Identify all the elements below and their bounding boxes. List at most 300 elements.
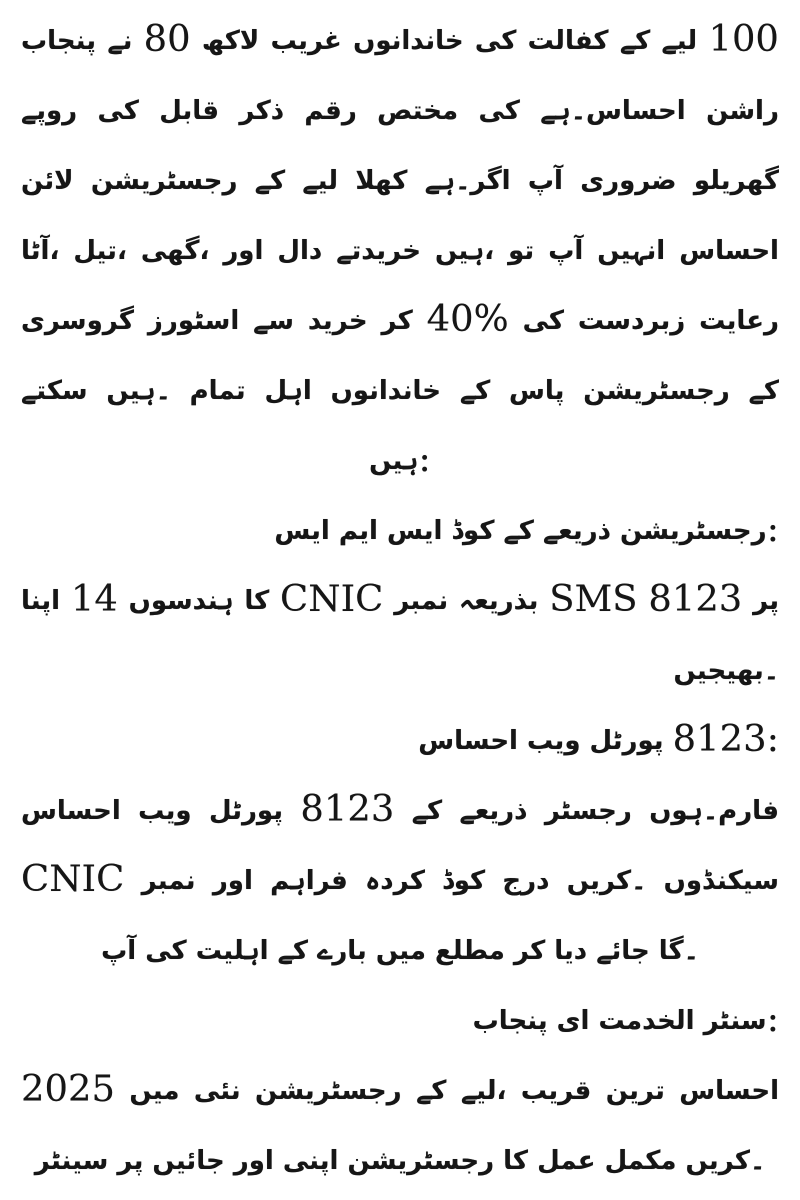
urdu-text-piece: نے xyxy=(107,26,133,56)
word xyxy=(508,236,534,266)
urdu-text-piece: کے xyxy=(503,516,534,546)
latin-text-piece: : xyxy=(766,997,779,1040)
word xyxy=(376,936,426,966)
latin-text-piece: SMS xyxy=(549,577,638,620)
word xyxy=(213,866,253,896)
word xyxy=(659,936,699,966)
urdu-text-piece: کے xyxy=(416,1076,447,1106)
urdu-text-piece: فارم xyxy=(718,796,779,826)
urdu-text-piece: ، xyxy=(116,236,127,266)
urdu-text-piece: احساس xyxy=(418,726,518,756)
urdu-text-piece: پورٹل xyxy=(589,726,664,756)
text-line xyxy=(21,286,779,356)
urdu-text-piece: انہیں xyxy=(597,236,666,266)
word xyxy=(377,96,458,126)
urdu-text-piece: رجسٹر xyxy=(544,796,632,826)
urdu-text-piece: ویب xyxy=(527,726,581,756)
urdu-text-piece: دیا xyxy=(554,936,588,966)
urdu-text-piece: کریں xyxy=(685,1146,750,1176)
latin-text-piece: : xyxy=(418,437,431,480)
word xyxy=(308,306,368,336)
word xyxy=(264,376,311,406)
urdu-text-piece: رجسٹریشن xyxy=(583,376,730,406)
word xyxy=(598,1006,694,1036)
text-line xyxy=(21,566,779,636)
urdu-text-piece: مطلع xyxy=(435,936,505,966)
word xyxy=(129,586,234,616)
word xyxy=(234,1146,274,1176)
urdu-text-piece: احساس xyxy=(679,1076,779,1106)
word xyxy=(21,1067,115,1110)
word xyxy=(348,1146,495,1176)
word xyxy=(70,577,118,620)
urdu-text-piece: ۔ xyxy=(455,166,471,196)
word xyxy=(442,866,485,896)
urdu-text-piece: سینٹر xyxy=(34,1146,109,1176)
word xyxy=(583,376,730,406)
text-line xyxy=(21,706,779,776)
urdu-text-piece: ہیں xyxy=(434,236,485,266)
word xyxy=(117,1146,143,1176)
word xyxy=(509,376,564,406)
urdu-text-piece: آٹا xyxy=(21,236,50,266)
word xyxy=(107,26,132,56)
urdu-text-piece: سکتے xyxy=(21,376,88,406)
word xyxy=(129,1076,179,1106)
word xyxy=(706,96,779,126)
word xyxy=(418,726,518,756)
word xyxy=(159,96,219,126)
word xyxy=(300,787,395,830)
urdu-text-piece: ہے xyxy=(424,166,456,196)
text-line xyxy=(21,356,779,426)
urdu-text-piece: کے xyxy=(411,796,443,826)
urdu-text-piece: کے xyxy=(748,376,779,406)
word xyxy=(620,26,650,56)
word xyxy=(355,166,407,196)
latin-text-piece: 40 xyxy=(426,297,474,340)
latin-text-piece: : xyxy=(766,507,779,550)
word xyxy=(416,1076,446,1106)
urdu-text-piece: ایس xyxy=(274,516,330,546)
word xyxy=(543,516,611,546)
urdu-text-piece: پنجاب xyxy=(21,26,97,56)
word xyxy=(473,1006,548,1036)
text-line xyxy=(21,496,779,566)
urdu-text-piece: رجسٹریشن xyxy=(90,166,238,196)
latin-text-piece: 8123 xyxy=(648,577,743,620)
urdu-text-piece: ترین xyxy=(605,1076,665,1106)
word xyxy=(549,577,638,620)
word xyxy=(101,936,136,966)
urdu-text-piece: رجسٹریشن xyxy=(347,1146,495,1176)
urdu-text-piece: ایم xyxy=(338,516,378,546)
urdu-text-piece: الخدمت xyxy=(598,1006,695,1036)
word xyxy=(649,796,779,826)
urdu-text-piece: عمل xyxy=(537,1146,596,1176)
text-line xyxy=(21,846,779,916)
urdu-text-piece: راشن xyxy=(706,96,779,126)
urdu-text-piece: احساس xyxy=(585,96,686,126)
word xyxy=(523,306,564,336)
word xyxy=(686,1146,766,1176)
word xyxy=(664,866,779,896)
urdu-text-piece: خاندانوں xyxy=(330,376,442,406)
urdu-text-piece: ۔ xyxy=(570,96,586,126)
urdu-text-piece: ہیں xyxy=(369,446,419,476)
urdu-text-piece: ذریعے xyxy=(459,796,528,826)
urdu-text-piece: قریب xyxy=(520,1076,592,1106)
urdu-text-piece: پاس xyxy=(509,376,565,406)
word xyxy=(605,1146,677,1176)
urdu-text-piece: فراہم xyxy=(270,866,348,896)
word xyxy=(426,297,509,340)
urdu-text-piece: رجسٹریشن xyxy=(619,516,767,546)
urdu-text-piece: دال xyxy=(277,236,323,266)
word xyxy=(21,166,74,196)
urdu-text-piece: گروسری xyxy=(21,306,135,336)
word xyxy=(528,166,563,196)
latin-text-piece: 14 xyxy=(70,577,118,620)
word xyxy=(302,166,338,196)
word xyxy=(283,1146,339,1176)
word xyxy=(317,936,367,966)
word xyxy=(425,166,511,196)
urdu-text-piece: ذکر xyxy=(239,96,285,126)
urdu-text-piece: ۔ xyxy=(749,1146,766,1176)
urdu-text-piece: تو xyxy=(508,236,535,266)
word xyxy=(381,306,412,336)
urdu-text-piece: پر xyxy=(117,1146,144,1176)
urdu-text-piece: کردہ xyxy=(365,866,425,896)
text-line xyxy=(21,776,779,846)
word xyxy=(679,1076,779,1106)
word xyxy=(578,306,685,336)
urdu-text-piece: کوڈ xyxy=(442,866,486,896)
urdu-text-piece: کی xyxy=(474,26,517,56)
word xyxy=(270,866,348,896)
word xyxy=(365,866,425,896)
latin-text-piece: 100 xyxy=(708,17,779,60)
word xyxy=(662,26,698,56)
word xyxy=(35,1146,109,1176)
urdu-text-piece: خرید xyxy=(307,306,368,336)
word xyxy=(336,236,421,266)
word xyxy=(138,796,191,826)
word xyxy=(590,726,664,756)
urdu-text-piece: کی xyxy=(522,306,565,336)
urdu-text-piece: ۔ xyxy=(763,656,779,686)
word xyxy=(679,236,779,266)
urdu-text-piece: کے xyxy=(459,376,491,406)
urdu-text-piece: احساس xyxy=(21,796,121,826)
urdu-text-piece: ایس xyxy=(386,516,443,546)
latin-text-piece: 8123 xyxy=(300,787,395,830)
urdu-text-piece: کریں xyxy=(566,866,632,896)
word xyxy=(304,96,356,126)
word xyxy=(239,96,284,126)
latin-text-piece: 8123 xyxy=(672,717,767,760)
urdu-text-piece: لیے xyxy=(302,166,339,196)
word xyxy=(98,96,139,126)
urdu-text-piece: رجسٹریشن xyxy=(255,1076,402,1106)
urdu-text-piece: اہل xyxy=(264,376,312,406)
urdu-text-piece: لاکھ xyxy=(201,26,260,56)
urdu-text-piece: ای xyxy=(556,1006,590,1036)
urdu-text-piece: کوڈ xyxy=(451,516,495,546)
urdu-text-piece: بھیجیں xyxy=(673,656,764,686)
urdu-text-piece: کی xyxy=(145,936,187,966)
urdu-text-piece: نمبر xyxy=(394,586,449,616)
word xyxy=(21,586,60,616)
word xyxy=(202,26,259,56)
urdu-text-piece: ضروری xyxy=(580,166,677,196)
word xyxy=(143,17,191,60)
word xyxy=(394,586,448,616)
word xyxy=(353,26,463,56)
latin-text-piece: CNIC xyxy=(21,857,125,900)
urdu-text-piece: نئی xyxy=(193,1076,241,1106)
text-line xyxy=(21,916,779,986)
urdu-text-piece: مختص xyxy=(377,96,459,126)
word xyxy=(597,236,665,266)
urdu-text-piece: کی xyxy=(478,96,520,126)
urdu-text-piece: بذریعہ xyxy=(458,586,539,616)
urdu-text-piece: ہندسوں xyxy=(128,586,234,616)
urdu-text-piece: سیکنڈوں xyxy=(663,866,779,896)
urdu-text-piece: ۔ xyxy=(702,796,719,826)
text-line xyxy=(21,6,779,76)
word xyxy=(142,866,196,896)
urdu-text-piece: جائے xyxy=(596,936,650,966)
urdu-text-piece: سے xyxy=(253,306,294,336)
latin-text-piece: 80 xyxy=(143,17,191,60)
urdu-text-piece: احساس xyxy=(679,236,779,266)
word xyxy=(703,997,779,1040)
urdu-text-piece: کے xyxy=(277,936,309,966)
urdu-text-piece: کا xyxy=(244,586,270,616)
urdu-text-piece: ، xyxy=(199,236,210,266)
word xyxy=(753,586,779,616)
word xyxy=(277,236,322,266)
word xyxy=(194,1076,241,1106)
word xyxy=(190,376,246,406)
urdu-text-piece: ذریعے xyxy=(542,516,611,546)
word xyxy=(152,1146,224,1176)
urdu-text-piece: آپ xyxy=(101,936,137,966)
word xyxy=(21,796,121,826)
urdu-text-piece: آپ xyxy=(548,236,584,266)
urdu-text-piece: ۔ xyxy=(683,936,699,966)
urdu-text-piece: ویب xyxy=(138,796,192,826)
urdu-text-piece: سنٹر xyxy=(703,1006,767,1036)
word xyxy=(648,577,743,620)
urdu-text-piece: ہے xyxy=(540,96,571,126)
urdu-text-piece: قابل xyxy=(159,96,220,126)
word xyxy=(672,717,779,760)
latin-text-piece: : xyxy=(766,717,779,760)
urdu-text-piece: بارے xyxy=(317,936,367,966)
word xyxy=(619,507,779,550)
urdu-text-piece: کی xyxy=(97,96,139,126)
urdu-text-piece: کر xyxy=(513,936,546,966)
urdu-text-piece: لیے xyxy=(661,26,698,56)
urdu-text-piece: لیے xyxy=(460,1076,497,1106)
word xyxy=(528,26,609,56)
word xyxy=(460,376,490,406)
word xyxy=(21,96,77,126)
urdu-text-piece: ہوں xyxy=(649,796,703,826)
word xyxy=(196,936,269,966)
word xyxy=(331,376,441,406)
word xyxy=(540,96,685,126)
urdu-text-piece: ۔ xyxy=(155,376,171,406)
urdu-text-piece: لائن xyxy=(21,166,74,196)
word xyxy=(461,1076,507,1106)
word xyxy=(435,936,505,966)
word xyxy=(274,516,329,546)
word xyxy=(537,1146,595,1176)
word xyxy=(545,796,632,826)
text-line xyxy=(21,426,779,496)
word xyxy=(567,866,647,896)
urdu-text-piece: اور xyxy=(233,1146,274,1176)
urdu-text-piece: ہیں xyxy=(106,376,156,406)
urdu-text-piece: کفالت xyxy=(527,26,609,56)
word xyxy=(369,437,431,480)
word xyxy=(502,866,549,896)
urdu-text-piece: رعایت xyxy=(699,306,779,336)
word xyxy=(223,236,263,266)
urdu-text-piece: رقم xyxy=(304,96,357,126)
word xyxy=(459,796,527,826)
word xyxy=(21,236,59,266)
word xyxy=(21,376,88,406)
text-line xyxy=(21,76,779,146)
word xyxy=(548,236,583,266)
urdu-text-piece: گھریلو xyxy=(693,166,779,196)
latin-text-piece: 2025 xyxy=(21,1067,115,1110)
text-line xyxy=(21,986,779,1056)
word xyxy=(271,26,342,56)
word xyxy=(148,306,239,336)
word xyxy=(708,17,779,60)
word xyxy=(475,26,516,56)
word xyxy=(596,936,650,966)
word xyxy=(244,586,269,616)
urdu-text-piece: مکمل xyxy=(604,1146,677,1176)
word xyxy=(699,306,779,336)
urdu-text-piece: خاندانوں xyxy=(353,26,464,56)
word xyxy=(253,306,294,336)
urdu-text-piece: پنجاب xyxy=(472,1006,548,1036)
word xyxy=(255,1076,402,1106)
urdu-text-piece: غریب xyxy=(270,26,342,56)
word xyxy=(694,166,779,196)
urdu-text-piece: اور xyxy=(223,236,264,266)
urdu-text-piece: درج xyxy=(502,866,550,896)
urdu-text-piece: میں xyxy=(375,936,426,966)
word xyxy=(459,586,538,616)
word xyxy=(145,936,186,966)
word xyxy=(255,166,285,196)
word xyxy=(21,306,134,336)
urdu-text-piece: تیل xyxy=(73,236,117,266)
word xyxy=(749,376,779,406)
urdu-text-piece: ، xyxy=(484,236,495,266)
latin-text-piece: % xyxy=(473,297,509,340)
urdu-text-piece: کھلا xyxy=(355,166,408,196)
urdu-text-piece: ، xyxy=(49,236,60,266)
word xyxy=(514,936,545,966)
word xyxy=(280,577,384,620)
urdu-text-piece: اسٹورز xyxy=(147,306,240,336)
urdu-text-piece: زبردست xyxy=(577,306,686,336)
urdu-text-piece: اہلیت xyxy=(195,936,269,966)
urdu-text-body xyxy=(21,6,779,1196)
text-line xyxy=(21,146,779,216)
urdu-text-piece: ، xyxy=(496,1076,507,1106)
word xyxy=(451,516,494,546)
word xyxy=(412,796,442,826)
word xyxy=(503,1146,528,1176)
urdu-text-piece: اور xyxy=(212,866,253,896)
urdu-text-piece: تمام xyxy=(189,376,246,406)
urdu-text-piece: پورٹل xyxy=(208,796,283,826)
word xyxy=(435,236,494,266)
urdu-text-piece: کر xyxy=(381,306,413,336)
urdu-text-piece: اگر xyxy=(470,166,511,196)
urdu-text-piece: آپ xyxy=(527,166,563,196)
urdu-text-piece: اپنا xyxy=(21,586,61,616)
urdu-text-piece: کے xyxy=(619,26,651,56)
urdu-text-piece: گھی xyxy=(140,236,200,266)
urdu-text-piece: کا xyxy=(503,1146,529,1176)
urdu-text-piece: خریدتے xyxy=(336,236,421,266)
urdu-text-piece: اپنی xyxy=(282,1146,339,1176)
word xyxy=(141,236,209,266)
text-line xyxy=(21,636,779,706)
latin-text-piece: CNIC xyxy=(280,577,384,620)
urdu-text-piece: ۔ xyxy=(631,866,647,896)
urdu-text-piece: میں xyxy=(129,1076,180,1106)
word xyxy=(106,376,170,406)
word xyxy=(580,166,676,196)
word xyxy=(73,236,126,266)
word xyxy=(554,936,587,966)
word xyxy=(478,96,519,126)
urdu-text-piece: نمبر xyxy=(141,866,196,896)
text-line xyxy=(21,1126,779,1196)
word xyxy=(521,1076,591,1106)
urdu-text-piece: گا xyxy=(658,936,684,966)
urdu-text-piece: کے xyxy=(254,166,286,196)
word xyxy=(21,857,125,900)
word xyxy=(209,796,283,826)
word xyxy=(557,1006,590,1036)
word xyxy=(91,166,238,196)
word xyxy=(21,26,96,56)
word xyxy=(606,1076,665,1106)
word xyxy=(387,516,442,546)
urdu-text-piece: روپے xyxy=(21,96,78,126)
word xyxy=(278,936,308,966)
text-line xyxy=(21,216,779,286)
word xyxy=(339,516,378,546)
urdu-text-piece: پر xyxy=(753,586,779,616)
word xyxy=(504,516,534,546)
text-line xyxy=(21,1056,779,1126)
